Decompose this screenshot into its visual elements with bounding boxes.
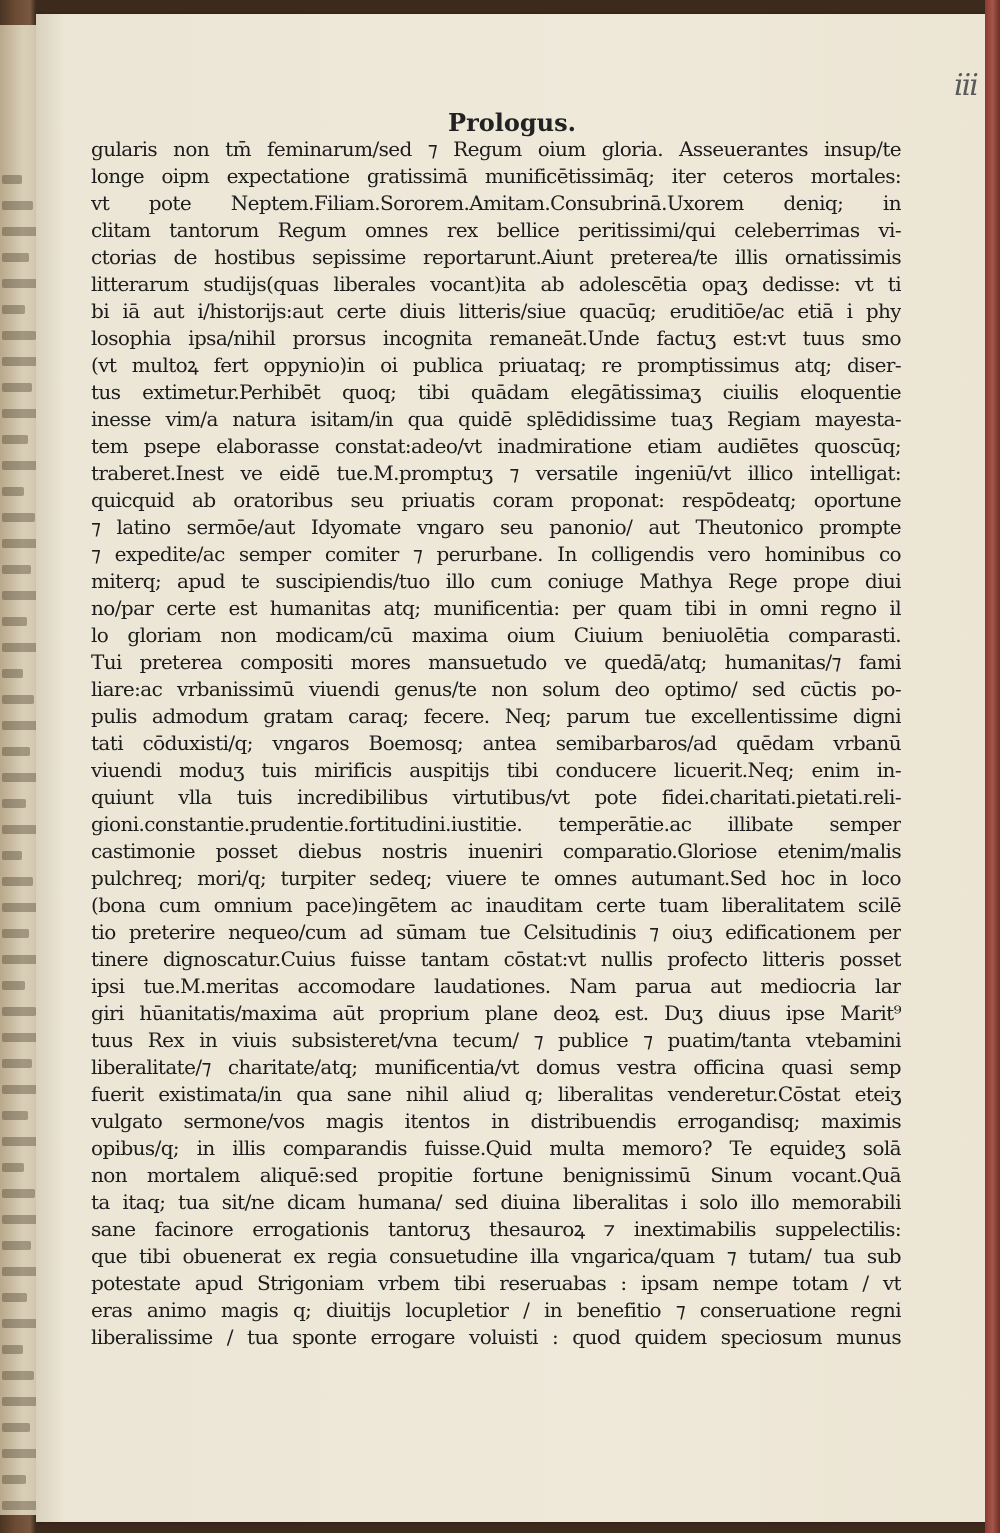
ghost-text-mark (2, 175, 22, 184)
text-line: ipsi tue.M.meritas accomodare laudationes. Nam parua aut mediocria lar (91, 974, 901, 998)
ghost-text-mark (2, 565, 31, 574)
text-line: pulis admodum gratam caraq; fecere. Neq; parum tue excellentissime digni (91, 704, 901, 728)
ghost-text-mark (2, 825, 37, 834)
text-line: tati cōduxisti/q; vngaros Boemosq; antea semibarbaros/ad quēdam vrbanū (91, 731, 901, 755)
ghost-text-mark (2, 981, 25, 990)
text-line: tio preterire nequeo/cum ad sūmam tue Celsitudinis ⁊ oiuʒ edificationem per (91, 920, 901, 944)
text-line: miterq; apud te suscipiendis/tuo illo cum coniuge Mathya Rege prope diui (91, 569, 901, 593)
text-line: tem psepe elaborasse constat:adeo/vt inadmiratione etiam audiētes quoscūq; (91, 434, 901, 458)
ghost-text-mark (2, 747, 30, 756)
text-line: (bona cum omnium pace)ingētem ac inauditam certe tuam liberalitatem scilē (91, 893, 901, 917)
ghost-text-mark (2, 201, 33, 210)
text-line: eras animo magis q; diuitijs locupletior / in benefitio ⁊ conseruatione regni (91, 1298, 901, 1322)
ghost-text-mark (2, 331, 36, 340)
folio-number: iii (954, 68, 977, 103)
ghost-text-mark (2, 1371, 34, 1380)
text-line: tinere dignoscatur.Cuius fuisse tantam cōstat:vt nullis profecto litteris posset (91, 947, 901, 971)
ghost-text-mark (2, 1501, 37, 1510)
ghost-text-mark (2, 435, 28, 444)
text-line: tus extimetur.Perhibēt quoq; tibi quādam elegātissimaʒ ciuilis eloquentie (91, 380, 901, 404)
ghost-text-mark (2, 799, 26, 808)
text-line: losophia ipsa/nihil prorsus incognita remaneāt.Unde factuʒ est:vt tuus smo (91, 326, 901, 350)
ghost-text-mark (2, 1293, 27, 1302)
ghost-text-mark (2, 1319, 38, 1328)
ghost-text-mark (2, 617, 27, 626)
text-line: que tibi obuenerat ex regia consuetudine illa vngarica/quam ⁊ tutam/ tua sub (91, 1244, 901, 1268)
ghost-text-mark (2, 487, 24, 496)
text-line: castimonie posset diebus nostris inueniri comparatio.Gloriose etenim/malis (91, 839, 901, 863)
text-line: fuerit existimata/in qua sane nihil aliud q; liberalitas venderetur.Cōstat eteiʒ (91, 1082, 901, 1106)
ghost-text-mark (2, 1137, 39, 1146)
ghost-text-mark (2, 513, 35, 522)
text-line: ⁊ latino sermōe/aut Idyomate vngaro seu panonio/ aut Theutonico prompte (91, 515, 901, 539)
text-line: bi iā aut i/historijs:aut certe diuis litteris/siue quacūq; eruditiōe/ac etiā i phy (91, 299, 901, 323)
text-line: opibus/q; in illis comparandis fuisse.Quid multa memoro? Te equideʒ solā (91, 1136, 901, 1160)
text-line: gioni.constantie.prudentie.fortitudini.iustitie. temperātie.ac illibate semper (91, 812, 901, 836)
text-line: tuus Rex in viuis subsisteret/vna tecum/ ⁊ publice ⁊ puatim/tanta vtebamini (91, 1028, 901, 1052)
text-line: giri hūanitatis/maxima aūt proprium plane deoꝝ est. Duʒ diuus ipse Marit⁹ (91, 1001, 901, 1025)
text-line: viuendi moduʒ tuis mirificis auspitijs tibi conducere licuerit.Neq; enim in- (91, 758, 901, 782)
text-line: traberet.Inest ve eidē tue.M.promptuʒ ⁊ versatile ingeniū/vt illico intelligat: (91, 461, 901, 485)
ghost-text-mark (2, 1475, 26, 1484)
text-line: quiunt vlla tuis incredibilibus virtutibus/vt pote fidei.charitati.pietati.reli- (91, 785, 901, 809)
running-head: Prologus. (448, 108, 576, 137)
ghost-text-mark (2, 929, 29, 938)
text-line: vt pote Neptem.Filiam.Sororem.Amitam.Consubrinā.Uxorem deniq; in (91, 191, 901, 215)
ghost-text-mark (2, 955, 40, 964)
text-line: non mortalem aliquē:sed propitie fortune benignissimū Sinum vocant.Quā (91, 1163, 901, 1187)
red-page-edge (985, 0, 1000, 1533)
ghost-text-mark (2, 695, 34, 704)
text-line: liberalitate/⁊ charitate/atq; munificentia/vt domus vestra officina quasi semp (91, 1055, 901, 1079)
ghost-text-mark (2, 461, 39, 470)
text-line: sane facinore errogationis tantoruʒ thesauroꝝ ⁊ inextimabilis suppelectilis: (91, 1217, 901, 1241)
text-line: clitam tantorum Regum omnes rex bellice peritissimi/qui celeberrimas vi- (91, 218, 901, 242)
text-line: longe oipm expectatione gratissimā munificētissimāq; iter ceteros mortales: (91, 164, 901, 188)
text-line: liare:ac vrbanissimū viuendi genus/te non solum deo optimo/ sed cūctis po- (91, 677, 901, 701)
text-line: ctorias de hostibus sepissime reportarunt.Aiunt preterea/te illis ornatissimis (91, 245, 901, 269)
book-page (36, 14, 988, 1522)
ghost-text-mark (2, 1423, 30, 1432)
ghost-text-mark (2, 1111, 28, 1120)
ghost-text-mark (2, 1163, 24, 1172)
ghost-text-mark (2, 1241, 31, 1250)
text-line: pulchreq; mori/q; turpiter sedeq; viuere te omnes autumant.Sed hoc in loco (91, 866, 901, 890)
text-line: ta itaq; tua sit/ne dicam humana/ sed diuina liberalitas i solo illo memorabili (91, 1190, 901, 1214)
text-line: vulgato sermone/vos magis itentos in distribuendis errogandisq; maximis (91, 1109, 901, 1133)
text-line: no/par certe est humanitas atq; munificentia: per quam tibi in omni regno il (91, 596, 901, 620)
ghost-text-mark (2, 1189, 35, 1198)
ghost-text-mark (2, 1007, 36, 1016)
text-line: quicquid ab oratoribus seu priuatis coram proponat: respōdeatq; oportune (91, 488, 901, 512)
text-line: potestate apud Strigoniam vrbem tibi reseruabas : ipsam nempe totam / vt (91, 1271, 901, 1295)
text-line: Tui preterea compositi mores mansuetudo ve quedā/atq; humanitas/⁊ fami (91, 650, 901, 674)
ghost-text-mark (2, 279, 40, 288)
ghost-text-mark (2, 877, 33, 886)
text-line: (vt multoꝝ fert oppynio)in oi publica priuataq; re promptissimus atq; diser- (91, 353, 901, 377)
text-line: lo gloriam non modicam/cū maxima oium Ciuium beniuolētia comparasti. (91, 623, 901, 647)
ghost-text-mark (2, 1345, 23, 1354)
ghost-text-mark (2, 305, 25, 314)
text-line: gularis non tm̄ feminarum/sed ⁊ Regum oium gloria. Asseuerantes insup/te (91, 137, 901, 161)
ghost-text-mark (2, 1059, 32, 1068)
ghost-text-mark (2, 643, 38, 652)
text-line: ⁊ expedite/ac semper comiter ⁊ perurbane. In colligendis vero hominibus co (91, 542, 901, 566)
text-line: liberalissime / tua sponte errogare voluisti : quod quidem speciosum munus (91, 1325, 901, 1349)
text-block (91, 136, 901, 1351)
ghost-text-mark (2, 851, 22, 860)
ghost-text-mark (2, 253, 29, 262)
text-line: inesse vim/a natura isitam/in qua quidē splēdidissime tuaʒ Regiam mayesta- (91, 407, 901, 431)
ghost-text-mark (2, 383, 32, 392)
text-line: litterarum studijs(quas liberales vocant)ita ab adolescētia opaʒ dedisse: vt ti (91, 272, 901, 296)
ghost-text-mark (2, 669, 23, 678)
